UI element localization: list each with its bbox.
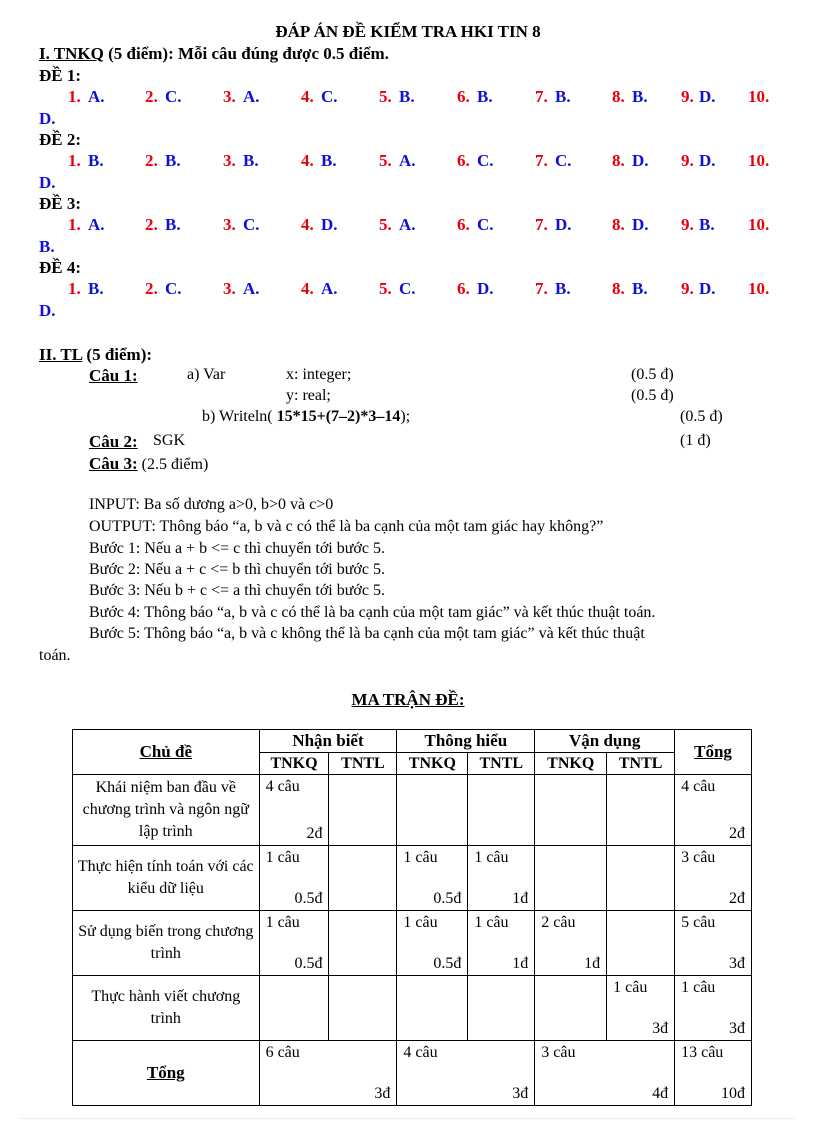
answer-number: 7. <box>535 279 548 298</box>
algo-step-3: Bước 3: Nếu b + c <= a thì chuyển tới bước 5. <box>89 582 385 599</box>
answer-letter: B. <box>165 215 181 234</box>
cell-points: 0.5đ <box>294 890 323 907</box>
answer-number: 5. <box>379 279 392 298</box>
matrix-cell <box>397 775 468 846</box>
answer-letter: D. <box>39 301 56 320</box>
q1-b-suffix: ); <box>400 408 411 425</box>
matrix-cell <box>468 846 535 911</box>
answer-number: 5. <box>379 215 392 234</box>
matrix-cell <box>675 911 752 976</box>
answer-letter: A. <box>243 279 260 298</box>
answer-letter: D. <box>321 215 338 234</box>
q1-label: Câu 1: <box>89 366 138 385</box>
topic-cell: Sử dụng biến trong chương trình <box>73 911 260 976</box>
matrix-cell <box>535 775 607 846</box>
q1-points-b: (0.5 đ) <box>680 408 723 425</box>
cell-points: 3đ <box>652 1020 669 1037</box>
answer-number: 9. <box>681 215 694 234</box>
matrix-cell <box>259 911 329 976</box>
answer-number: 9. <box>681 87 694 106</box>
header-total <box>675 730 752 775</box>
answer-letter: A. <box>243 87 260 106</box>
matrix-cell <box>468 775 535 846</box>
cell-count: 3 câu <box>681 849 716 866</box>
part2-heading <box>39 345 152 365</box>
cell-points: 2đ <box>306 825 323 842</box>
cell-count: 6 câu <box>265 1044 300 1061</box>
answer-number: 10. <box>748 215 770 234</box>
answer-number: 2. <box>145 215 158 234</box>
answer-number: 7. <box>535 151 548 170</box>
answer-number: 8. <box>612 151 625 170</box>
matrix-cell <box>329 775 397 846</box>
answer-number: 1. <box>68 279 81 298</box>
answer-number: 10. <box>748 279 770 298</box>
matrix-table <box>72 729 752 1106</box>
answer-number: 1. <box>68 87 81 106</box>
cell-count: 1 câu <box>403 914 438 931</box>
q2-points: (1 đ) <box>680 432 711 449</box>
matrix-cell <box>259 846 329 911</box>
matrix-cell <box>535 846 607 911</box>
answer-letter: A. <box>321 279 338 298</box>
page-bottom-line <box>20 1118 796 1119</box>
part1-heading <box>39 44 389 64</box>
cell-count: 1 câu <box>681 979 716 996</box>
cell-points: 4đ <box>652 1085 669 1102</box>
cell-count: 13 câu <box>681 1044 724 1061</box>
answer-letter: D. <box>632 151 649 170</box>
cell-points: 3đ <box>729 955 745 972</box>
answer-letter: C. <box>555 151 572 170</box>
answer-letter: A. <box>88 87 105 106</box>
answer-letter: C. <box>399 279 416 298</box>
answer-number: 3. <box>223 215 236 234</box>
cell-count: 4 câu <box>265 778 300 795</box>
matrix-cell <box>607 976 675 1041</box>
matrix-cell <box>329 976 397 1041</box>
cell-points: 2đ <box>729 890 745 907</box>
answer-number: 4. <box>301 215 314 234</box>
answer-letter: D. <box>477 279 494 298</box>
matrix-cell <box>535 1041 675 1106</box>
answer-letter: C. <box>165 279 182 298</box>
answer-letter: A. <box>88 215 105 234</box>
topic-cell: Thực hành viết chương trình <box>73 976 260 1041</box>
answer-number: 8. <box>612 215 625 234</box>
answer-letter: D. <box>39 173 56 192</box>
answer-letter: B. <box>243 151 259 170</box>
answer-letter: B. <box>399 87 415 106</box>
subheader: TNTL <box>468 753 535 775</box>
matrix-cell <box>468 911 535 976</box>
matrix-row <box>73 976 752 1041</box>
q1-b-prefix: b) Writeln( <box>202 408 273 425</box>
matrix-cell <box>675 775 752 846</box>
answer-letter: D. <box>555 215 572 234</box>
cell-points: 3đ <box>512 1085 529 1102</box>
q3-label: Câu 3: <box>89 454 138 473</box>
answer-number: 9. <box>681 279 694 298</box>
answer-number: 5. <box>379 87 392 106</box>
cell-count: 1 câu <box>474 849 509 866</box>
algo-step-5-continued: toán. <box>39 647 71 664</box>
cell-points: 0.5đ <box>433 890 462 907</box>
answer-letter: D. <box>632 215 649 234</box>
cell-count: 1 câu <box>265 914 300 931</box>
algo-input: INPUT: Ba số dương a>0, b>0 và c>0 <box>89 496 334 513</box>
cell-count: 1 câu <box>474 914 509 931</box>
answer-letter: C. <box>243 215 260 234</box>
answer-letter: B. <box>632 87 648 106</box>
cell-points: 1đ <box>512 890 529 907</box>
answer-letter: D. <box>39 109 56 128</box>
answer-number: 8. <box>612 87 625 106</box>
matrix-row <box>73 911 752 976</box>
matrix-cell <box>397 976 468 1041</box>
matrix-title: MA TRẬN ĐỀ: <box>351 690 465 709</box>
q1-points-y: (0.5 đ) <box>631 387 674 404</box>
answer-letter: A. <box>399 215 416 234</box>
answer-number: 3. <box>223 151 236 170</box>
matrix-cell <box>607 846 675 911</box>
algo-output: OUTPUT: Thông báo “a, b và c có thể là ba cạnh của một tam giác hay không?” <box>89 518 604 535</box>
q1-part-a: a) Var <box>187 366 226 383</box>
answer-number: 7. <box>535 87 548 106</box>
q1-part-b <box>202 408 410 426</box>
answer-letter: D. <box>699 151 716 170</box>
matrix-cell <box>397 911 468 976</box>
algo-step-1: Bước 1: Nếu a + b <= c thì chuyển tới bước 5. <box>89 540 385 557</box>
matrix-cell <box>675 846 752 911</box>
cell-points: 10đ <box>721 1085 745 1102</box>
answer-set-name: ĐỀ 2: <box>39 130 82 149</box>
matrix-cell <box>259 1041 397 1106</box>
header-group-3: Vận dụng <box>535 730 675 753</box>
answer-number: 1. <box>68 215 81 234</box>
subheader: TNTL <box>329 753 397 775</box>
matrix-cell <box>259 976 329 1041</box>
answer-letter: B. <box>477 87 493 106</box>
answer-number: 4. <box>301 279 314 298</box>
answer-number: 4. <box>301 87 314 106</box>
answer-number: 6. <box>457 215 470 234</box>
answer-number: 6. <box>457 87 470 106</box>
header-topic-text: Chủ đề <box>139 742 192 761</box>
cell-points: 3đ <box>374 1085 391 1102</box>
topic-cell: Khái niệm ban đầu về chương trình và ngôn ngữ lập trình <box>73 775 260 846</box>
matrix-row <box>73 775 752 846</box>
matrix-row <box>73 846 752 911</box>
part2-label: II. TL <box>39 345 83 364</box>
cell-points: 1đ <box>512 955 529 972</box>
answer-letter: B. <box>555 279 571 298</box>
matrix-cell <box>607 775 675 846</box>
algo-step-5: Bước 5: Thông báo “a, b và c không thể là ba cạnh của một tam giác” và kết thúc thuật <box>89 625 645 642</box>
topic-cell: Thực hiện tính toán với các kiểu dữ liệu <box>73 846 260 911</box>
subheader: TNKQ <box>397 753 468 775</box>
answer-number: 8. <box>612 279 625 298</box>
cell-points: 0.5đ <box>433 955 462 972</box>
answer-letter: C. <box>321 87 338 106</box>
answer-letter: B. <box>632 279 648 298</box>
q1-var-x: x: integer; <box>286 366 352 383</box>
subheader: TNKQ <box>535 753 607 775</box>
answer-letter: B. <box>88 151 104 170</box>
matrix-cell <box>607 911 675 976</box>
answer-number: 10. <box>748 151 770 170</box>
matrix-cell <box>397 1041 535 1106</box>
cell-points: 1đ <box>584 955 601 972</box>
answer-set-name: ĐỀ 1: <box>39 66 82 85</box>
answer-letter: C. <box>477 215 494 234</box>
answer-number: 2. <box>145 279 158 298</box>
cell-count: 1 câu <box>265 849 300 866</box>
answer-number: 10. <box>748 87 770 106</box>
page-title: ĐÁP ÁN ĐỀ KIỂM TRA HKI TIN 8 <box>275 22 541 41</box>
matrix-cell <box>535 911 607 976</box>
answer-letter: A. <box>399 151 416 170</box>
header-group-1: Nhận biết <box>259 730 397 753</box>
subheader: TNTL <box>607 753 675 775</box>
header-total-text: Tổng <box>694 742 732 761</box>
cell-count: 1 câu <box>613 979 648 996</box>
answer-letter: B. <box>39 237 55 256</box>
answer-number: 6. <box>457 279 470 298</box>
total-row-label: Tổng <box>73 1041 260 1106</box>
cell-points: 0.5đ <box>294 955 323 972</box>
q1-points-x: (0.5 đ) <box>631 366 674 383</box>
answer-number: 2. <box>145 151 158 170</box>
answer-letter: D. <box>699 87 716 106</box>
answer-number: 3. <box>223 87 236 106</box>
answer-set-name: ĐỀ 3: <box>39 194 82 213</box>
answer-number: 6. <box>457 151 470 170</box>
algo-step-2: Bước 2: Nếu a + c <= b thì chuyển tới bước 5. <box>89 561 385 578</box>
answer-number: 1. <box>68 151 81 170</box>
answer-letter: B. <box>165 151 181 170</box>
answer-number: 7. <box>535 215 548 234</box>
answer-letter: B. <box>555 87 571 106</box>
answer-letter: D. <box>699 279 716 298</box>
cell-points: 3đ <box>729 1020 745 1037</box>
matrix-cell <box>675 1041 752 1106</box>
part1-label: I. TNKQ <box>39 44 104 63</box>
matrix-total-row <box>73 1041 752 1106</box>
cell-count: 1 câu <box>403 849 438 866</box>
answer-number: 9. <box>681 151 694 170</box>
matrix-cell <box>675 976 752 1041</box>
answer-number: 2. <box>145 87 158 106</box>
answer-number: 5. <box>379 151 392 170</box>
cell-points: 2đ <box>729 825 745 842</box>
q2-label: Câu 2: <box>89 432 138 451</box>
part2-desc: (5 điểm): <box>82 345 153 364</box>
q1-b-expression: 15*15+(7–2)*3–14 <box>276 408 401 425</box>
matrix-cell <box>259 775 329 846</box>
answer-letter: B. <box>699 215 715 234</box>
answer-letter: B. <box>88 279 104 298</box>
matrix-cell <box>329 911 397 976</box>
answer-number: 4. <box>301 151 314 170</box>
answer-set-name: ĐỀ 4: <box>39 258 82 277</box>
answer-letter: B. <box>321 151 337 170</box>
answer-number: 3. <box>223 279 236 298</box>
cell-count: 4 câu <box>403 1044 438 1061</box>
q3-heading <box>89 454 208 474</box>
header-topic <box>73 730 260 775</box>
subheader: TNKQ <box>259 753 329 775</box>
algo-step-4: Bước 4: Thông báo “a, b và c có thể là ba cạnh của một tam giác” và kết thúc thuật toán. <box>89 604 656 621</box>
answer-letter: C. <box>477 151 494 170</box>
matrix-cell <box>535 976 607 1041</box>
cell-count: 5 câu <box>681 914 716 931</box>
part1-desc: (5 điểm): Mỗi câu đúng được 0.5 điểm. <box>103 44 389 63</box>
cell-count: 3 câu <box>541 1044 576 1061</box>
header-group-2: Thông hiểu <box>397 730 535 753</box>
q2-text: SGK <box>153 432 186 449</box>
matrix-cell <box>397 846 468 911</box>
matrix-cell <box>329 846 397 911</box>
q1-var-y: y: real; <box>286 387 331 404</box>
cell-count: 4 câu <box>681 778 716 795</box>
cell-count: 2 câu <box>541 914 576 931</box>
matrix-cell <box>468 976 535 1041</box>
q3-points: (2.5 điểm) <box>137 456 209 473</box>
answer-letter: C. <box>165 87 182 106</box>
